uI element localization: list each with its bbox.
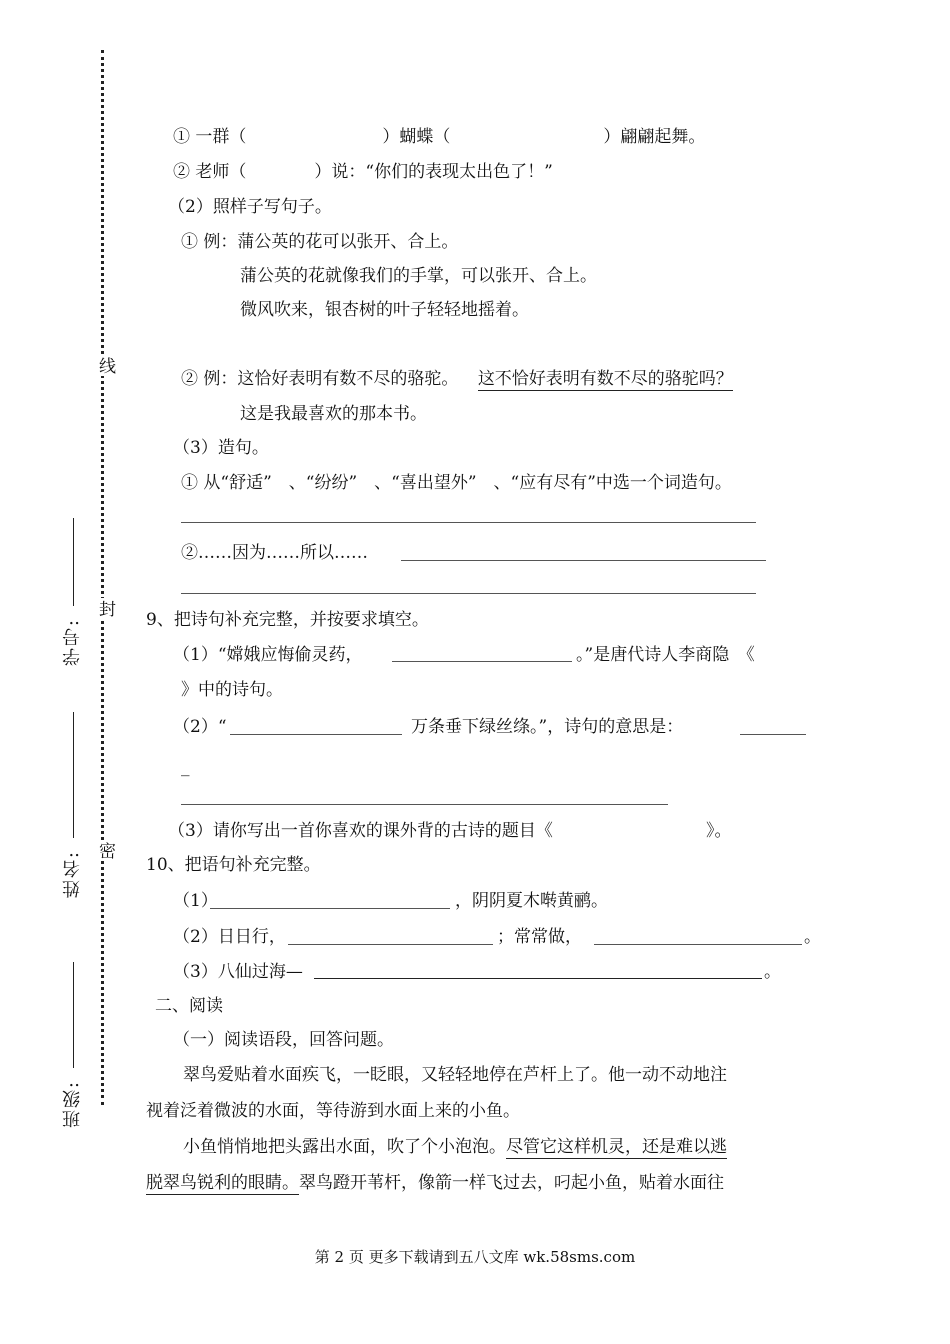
q10-2-blank-1[interactable] <box>288 944 493 945</box>
passage-p2-a-plain: 小鱼悄悄地把头露出水面，吹了个小泡泡。 <box>183 1137 506 1157</box>
passage-p2-b-plain: 翠鸟蹬开苇杆，像箭一样飞过去，叼起小鱼，贴着水面往 <box>299 1173 724 1193</box>
q10-3-a: （3）八仙过海— <box>173 962 303 982</box>
q8-3-1-answer-line[interactable] <box>181 522 756 523</box>
q8-2-example-1: ① 例：蒲公英的花可以张开、合上。 <box>181 232 459 252</box>
q10-2-blank-2[interactable] <box>594 944 802 945</box>
q8-3-2: ②……因为……所以…… <box>181 543 368 563</box>
name-label: 姓名: <box>62 850 83 899</box>
passage-p2-b-underlined: 脱翠鸟锐利的眼睛。 <box>146 1173 299 1193</box>
q9-2-a: （2）“ <box>173 717 227 737</box>
q10-3-blank[interactable] <box>314 978 762 979</box>
q8-2-example-2-task: 这是我最喜欢的那本书。 <box>240 404 427 424</box>
q9-2-blank[interactable] <box>230 734 402 735</box>
q9-2-b: 万条垂下绿丝绦。”，诗句的意思是： <box>411 717 684 737</box>
passage-p2-b <box>146 1172 724 1195</box>
q9-3-b: 》。 <box>706 821 732 841</box>
passage-p2-a-underlined: 尽管它这样机灵，还是难以逃 <box>506 1137 727 1157</box>
class-label: 班级: <box>62 1080 83 1129</box>
q9-1-blank[interactable] <box>392 661 572 662</box>
passage-p1-b: 视着泛着微波的水面，等待游到水面上来的小鱼。 <box>146 1101 520 1121</box>
q9-title: 9、把诗句补充完整，并按要求填空。 <box>146 610 429 630</box>
q8-3-2-answer-line-b[interactable] <box>181 593 756 594</box>
q8-2-example-2-prompt: ② 例：这恰好表明有数不尽的骆驼。 <box>181 369 459 389</box>
q10-1-blank[interactable] <box>210 908 450 909</box>
q10-3-b: 。 <box>764 962 781 982</box>
q10-2-a: （2）日日行， <box>173 927 286 947</box>
q10-1-a: （1） <box>173 891 218 911</box>
q8-2-example-2-model: 这不恰好表明有数不尽的骆驼吗？ <box>477 369 733 389</box>
q8-1-b: ② 老师（ ）说：“你们的表现太出色了！” <box>173 162 553 182</box>
page-footer: 第 2 页 更多下载请到五八文库 wk.58sms.com <box>314 1248 636 1266</box>
section-2-heading: 二、阅读 <box>155 996 223 1016</box>
class-field[interactable] <box>73 962 74 1068</box>
cut-mark-secret: 密 <box>93 840 118 861</box>
q9-1-b: 。”是唐代诗人李商隐 《 <box>576 645 755 665</box>
passage-p2-a <box>183 1136 727 1159</box>
dotted-cut-line <box>101 50 104 1105</box>
q9-3-a: （3）请你写出一首你喜欢的课外背的古诗的题目《 <box>168 821 553 841</box>
name-field[interactable] <box>73 712 74 838</box>
q10-title: 10、把语句补充完整。 <box>146 855 321 875</box>
q8-1-a: ① 一群（ ）蝴蝶（ ）翩翩起舞。 <box>173 127 706 147</box>
q8-3-1: ① 从“舒适” 、“纷纷” 、“喜出望外” 、“应有尽有”中选一个词造句。 <box>181 473 732 493</box>
passage-p1-a: 翠鸟爱贴着水面疾飞，一眨眼，又轻轻地停在芦杆上了。他一动不动地注 <box>183 1065 727 1085</box>
q8-2-example-1-task: 微风吹来，银杏树的叶子轻轻地摇着。 <box>240 300 529 320</box>
q9-1-a: （1）“嫦娥应悔偷灵药， <box>173 645 363 665</box>
q9-1-c: 》中的诗句。 <box>181 680 283 700</box>
q8-3-title: （3）造句。 <box>173 438 269 458</box>
cut-mark-line: 线 <box>93 355 118 376</box>
q9-2-meaning-line-b[interactable] <box>181 804 668 805</box>
q10-1-b: ，阴阴夏木啭黄鹂。 <box>455 891 608 911</box>
reading-intro: （一）阅读语段，回答问题。 <box>173 1030 394 1050</box>
q9-2-meaning-line-a[interactable] <box>740 734 806 735</box>
q9-2-c: _ <box>181 757 190 777</box>
q8-2-title: （2）照样子写句子。 <box>168 197 332 217</box>
q8-3-2-answer-line-a[interactable] <box>401 560 766 561</box>
q8-2-example-2 <box>181 368 733 391</box>
q10-2-b: ；常常做， <box>497 927 582 947</box>
student-id-field[interactable] <box>73 518 74 606</box>
student-id-label: 学号: <box>62 618 83 667</box>
cut-mark-seal: 封 <box>93 598 118 619</box>
q10-2-c: 。 <box>804 927 821 947</box>
q8-2-example-1-model: 蒲公英的花就像我们的手掌，可以张开、合上。 <box>240 266 597 286</box>
